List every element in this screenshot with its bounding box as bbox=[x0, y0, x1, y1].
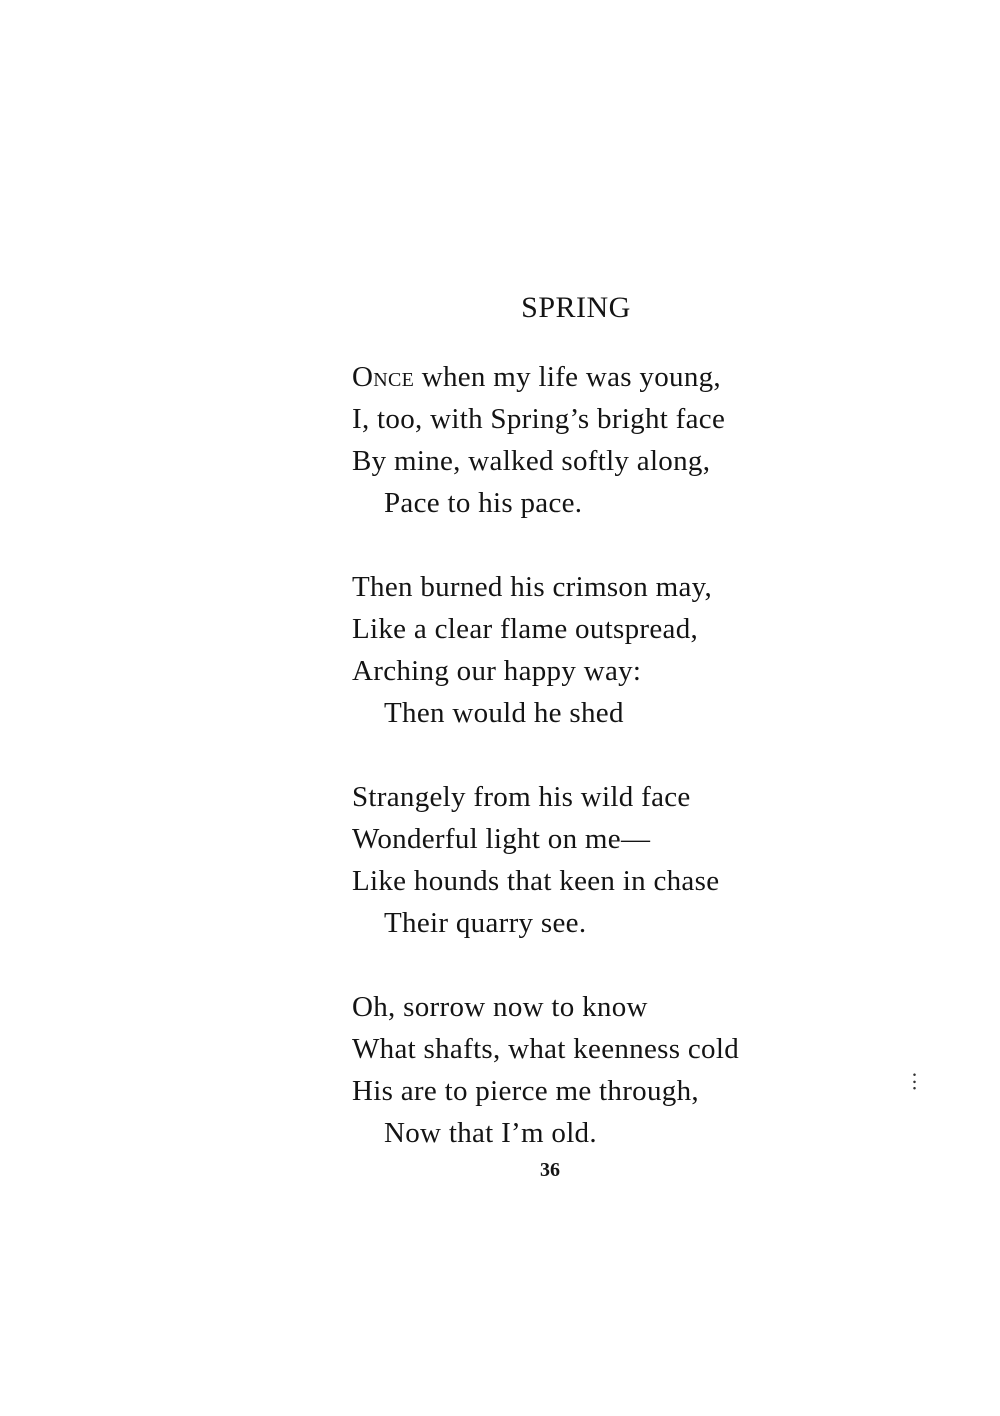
poem-line: Then burned his crimson may, bbox=[352, 571, 713, 603]
line-text: when my life was young, bbox=[414, 361, 721, 393]
scan-speck bbox=[913, 1072, 916, 1090]
opening-word: Once bbox=[352, 361, 415, 393]
poem-title: SPRING bbox=[521, 291, 631, 324]
poem-line: Like hounds that keen in chase bbox=[352, 865, 720, 897]
poem-line-indented: Pace to his pace. bbox=[384, 487, 583, 519]
poem-line: What shafts, what keenness cold bbox=[352, 1033, 739, 1065]
poem-line: His are to pierce me through, bbox=[352, 1075, 699, 1107]
stanza-3 bbox=[352, 776, 912, 944]
page-number: 36 bbox=[540, 1159, 560, 1181]
stanza-2 bbox=[352, 566, 912, 734]
poem-line: By mine, walked softly along, bbox=[352, 445, 711, 477]
poem-line-indented: Then would he shed bbox=[384, 697, 624, 729]
poem-line: Arching our happy way: bbox=[352, 655, 642, 687]
poem-line: Strangely from his wild face bbox=[352, 781, 691, 813]
poem-line-indented: Now that I’m old. bbox=[384, 1117, 597, 1149]
poem-line: Wonderful light on me— bbox=[352, 823, 651, 855]
poem-line-indented: Their quarry see. bbox=[384, 907, 587, 939]
poem-line: Like a clear flame outspread, bbox=[352, 613, 699, 645]
poem-line: I, too, with Spring’s bright face bbox=[352, 403, 726, 435]
stanza-1 bbox=[352, 356, 912, 524]
poem-line: Oh, sorrow now to know bbox=[352, 991, 648, 1023]
stanza-4 bbox=[352, 986, 912, 1154]
poem-line bbox=[352, 356, 912, 398]
poem-body bbox=[352, 356, 912, 1196]
